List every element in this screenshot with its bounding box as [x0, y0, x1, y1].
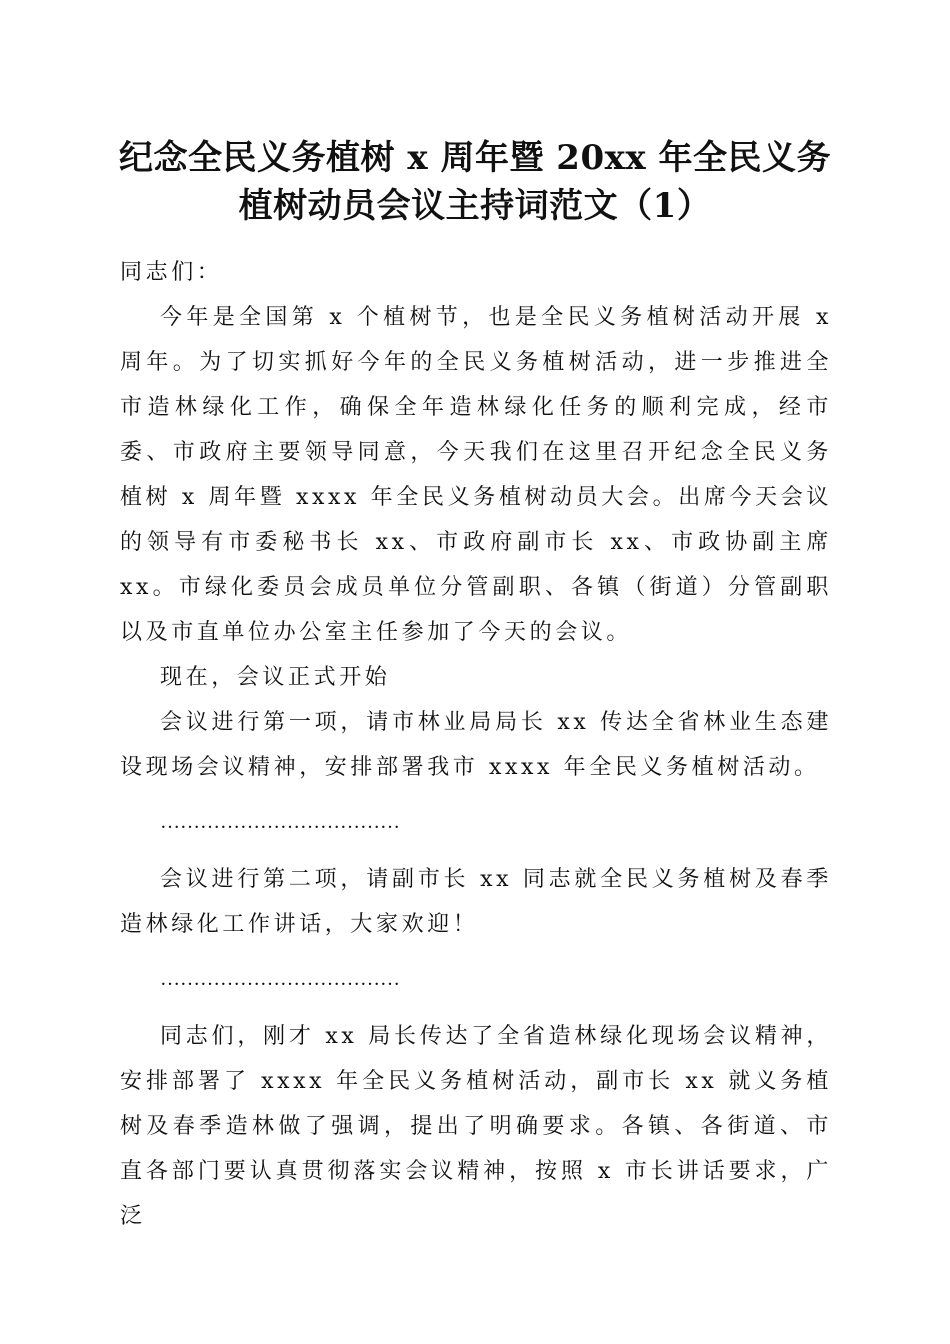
separator-dots: ……………………………… [160, 811, 400, 833]
paragraph-item-two: 会议进行第二项，请副市长 xx 同志就全民义务植树及春季造林绿化工作讲话，大家欢迎！ [120, 867, 832, 937]
paragraph-item-one: 会议进行第一项，请市林业局局长 xx 传达全省林业生态建设现场会议精神，安排部署我市 xxxx 年全民义务植树活动。 [120, 710, 832, 780]
document-title [100, 134, 850, 230]
paragraph-summary: 同志们，刚才 xx 局长传达了全省造林绿化现场会议精神，安排部署了 xxxx 年全民义务植树活动，副市长 xx 就义务植树及春季造林做了强调，提出了明确要求。各镇、各街道、市直各部门要认真贯彻落实会议精神，按照 x 市长讲话要求，广泛 [120, 1024, 832, 1229]
separator-dots: ……………………………… [160, 968, 400, 990]
title-line-1: 纪念全民义务植树 x 周年暨 20xx 年全民义务 [119, 138, 831, 178]
title-line-2: 植树动员会议主持词范文（1） [238, 186, 712, 226]
paragraph-meeting-start: 现在，会议正式开始 [160, 665, 391, 690]
salutation: 同志们： [120, 260, 223, 285]
paragraph-opening: 今年是全国第 x 个植树节，也是全民义务植树活动开展 x 周年。为了切实抓好今年的全民义务植树活动，进一步推进全市造林绿化工作，确保全年造林绿化任务的顺利完成，经市委、市政府主要领导同意，今天我们在这里召开纪念全民义务植树 x 周年暨 xxxx 年全民义务植树动员大会。出席今天会议的领导有市委秘书长 xx、市政府副市长 xx、市政协副主席 xx。市绿化委员会成员单位分管副职、各镇（街道）分管副职以及市直单位办公室主任参加了今天的会议。 [120, 305, 832, 645]
document-body [120, 250, 832, 1239]
